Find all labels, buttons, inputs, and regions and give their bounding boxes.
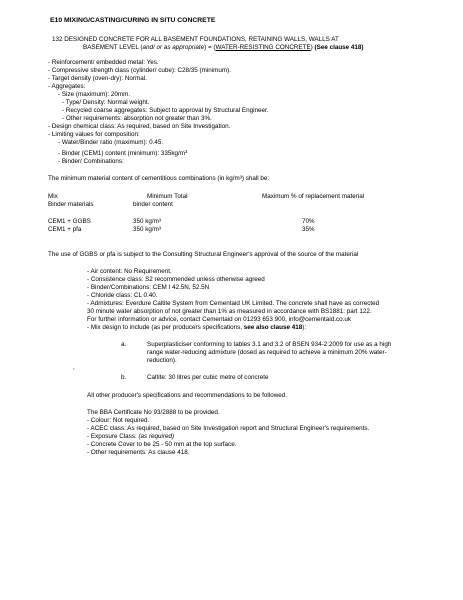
clause-heading-line2: BASEMENT LEVEL (and/ or as appropriate) = (WATER-RESISTING CONCRETE) (See clause 418): [83, 44, 364, 51]
requirement-item: - Consistence class: S2 recommended unless otherwise agreed: [87, 276, 265, 283]
item-b-marker: b.: [121, 374, 127, 381]
requirement-item: - Air content: No Requirement.: [87, 268, 172, 275]
table-header-binder-content: binder content: [133, 201, 173, 208]
other-producers-note: All other producer's specifications and recommendations to be followed.: [87, 392, 288, 399]
spec-subitem: - Water/Binder ratio (maximum): 0.45.: [58, 139, 164, 146]
item-a-line: Superplasticiser conforming to tables 3.1 and 3.2 of BSEN 934-2:2009 for use as a high: [147, 341, 392, 348]
table-cell-mix: CEM1 + GGBS: [48, 218, 91, 225]
table-cell-binder: 350 kg/m³: [133, 218, 161, 225]
requirement-item-mix-design: - Mix design to include (as per producers specifications, see also clause 418):: [87, 324, 307, 331]
page-title: E10 MIXING/CASTING/CURING IN SITU CONCRETE: [50, 17, 216, 24]
spec-subitem: - Other requirements: absorption not greater than 3%.: [62, 115, 212, 122]
table-header-min-total: Minimum Total: [147, 193, 188, 200]
min-content-intro: The minimum material content of cementitious combinations (in kg/m³) shall be:: [48, 175, 270, 182]
item-a-line: reduction).: [147, 357, 177, 364]
requirement-item: - Chloride class: CL 0.40.: [87, 292, 158, 299]
bba-item: - Other requirements: As clause 418.: [87, 449, 190, 456]
item-a-marker: a.: [121, 341, 127, 348]
table-header-mix: Mix: [48, 193, 58, 200]
requirement-item: For further information or advice, contact Cementaid on 01293 653 900, info@cementaid.co.uk: [87, 316, 352, 323]
spec-subitem: - Binder/ Combinations:: [58, 158, 124, 165]
ggbs-note: The use of GGBS or pfa is subject to the Consulting Structural Engineer's approval of the source of the material: [48, 251, 359, 258]
spec-item: - Reinforcement/ embedded metal: Yes.: [48, 59, 159, 66]
see-clause-418: see also clause 418: [243, 324, 303, 331]
spec-item: - Target density (oven-dry): Normal.: [48, 75, 147, 82]
bba-item: - Concrete Cover to be 25 - 50 mm at the top surface.: [87, 441, 237, 448]
table-cell-max: 70%: [302, 218, 315, 225]
bba-item: - Colour: Not required.: [87, 417, 150, 424]
bba-item: - ACEC class: As required, based on Site Investigation report and Structural Engineer's requirements.: [87, 425, 370, 432]
spec-subitem-binder-content: - Binder (CEM1) content (minimum): $335kg/m^3$: [58, 149, 188, 157]
table-header-max-replacement: Maximum % of replacement material: [262, 193, 365, 200]
item-a-line: range water-reducing admixture (dosed as required to achieve a minimum 20% water-: [147, 349, 387, 356]
spec-item: - Compressive strength class (cylinder/ cube): C28/35 (minimum).: [48, 67, 232, 74]
spec-subitem: - Type/ Density: Normal weight.: [62, 99, 150, 106]
requirement-item: 30 minute water absorption of not greater than 1% as measured in accordance with BS1881: part 122.: [87, 308, 372, 315]
spec-item: - Design chemical class: As required, based on Site Investigation.: [48, 123, 231, 130]
table-cell-mix: CEM1 + pfa: [48, 226, 82, 233]
spec-subitem: - Recycled coarse aggregates: Subject to approval by Structural Engineer.: [62, 107, 269, 114]
bba-item-exposure: - Exposure Class: (as required): [87, 433, 175, 440]
spec-subitem: - Size (maximum): 20mm.: [58, 91, 131, 98]
table-cell-binder: 350 kg/m³: [133, 226, 161, 233]
item-b-line: Caltite: 30 litres per cubic metre of concrete: [147, 374, 269, 381]
stray-mark: ,: [73, 364, 75, 371]
clause-reference: (See clause 418): [314, 44, 364, 51]
clause-heading-line1: 132 DESIGNED CONCRETE FOR ALL BASEMENT FOUNDATIONS, RETAINING WALLS, WALLS AT: [52, 36, 339, 43]
requirement-item: - Binder/Combinations: CEM I 42.5N, 52.5N: [87, 284, 210, 291]
table-header-binder-materials: Binder materials: [48, 201, 94, 208]
spec-item: - Aggregates:: [48, 83, 86, 90]
requirement-item: - Admixtures: Everdure Caltite System from Cementaid UK Limited. The concrete shall have as corrected: [87, 300, 380, 307]
table-cell-max: 35%: [302, 226, 315, 233]
spec-item: - Limiting values for composition:: [48, 131, 140, 138]
bba-certificate: The BBA Certificate No 93/2888 to be provided.: [87, 409, 220, 416]
